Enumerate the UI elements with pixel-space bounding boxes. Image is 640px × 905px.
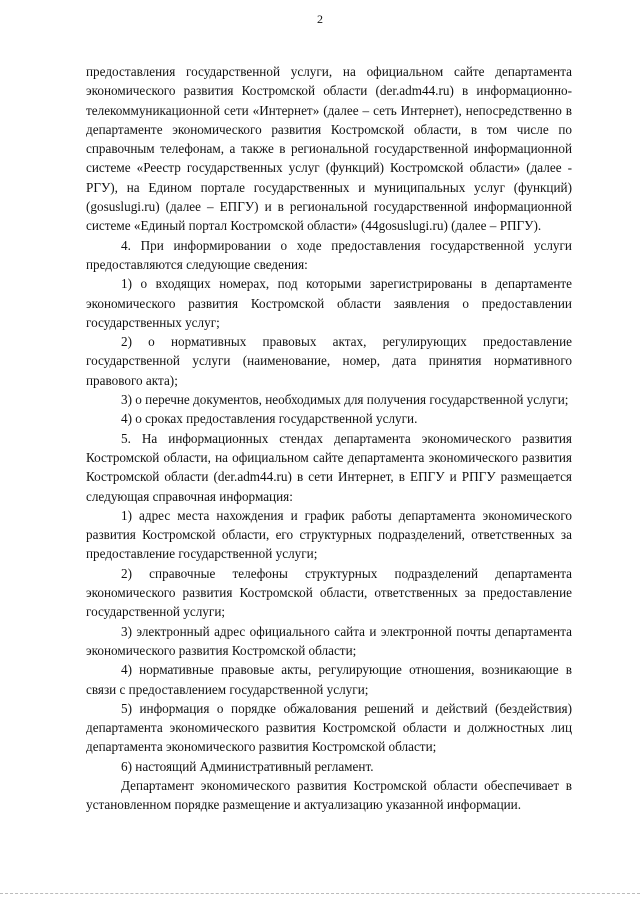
page-number: 2 <box>317 12 323 26</box>
paragraph: 2) о нормативных правовых актах, регулирующих предоставление государственной услуги (наименование, номер, дата принятия нормативного правового акта); <box>86 334 572 388</box>
scan-edge-line <box>0 893 640 894</box>
document-body <box>86 62 572 815</box>
paragraph: 1) адрес места нахождения и график работы департамента экономического развития Костромской области, его структурных подразделений, ответственных за предоставление государственной услуги; <box>86 507 572 562</box>
paragraph: 4) нормативные правовые акты, регулирующие отношения, возникающие в связи с предоставлением государственной услуги; <box>86 662 572 697</box>
paragraph: 6) настоящий Административный регламент. <box>121 758 374 774</box>
paragraph: Департамент экономического развития Костромской области обеспечивает в установленном порядке размещение и актуализацию указанной информации. <box>86 777 572 813</box>
paragraph: предоставления государственной услуги, на официальном сайте департамента экономического развития Костромской области (der.adm44.ru) в информационно-телекоммуникационной сети «Интернет» (далее – сеть Интернет), непосредственно в департаменте экономического развития Костромской области, в том числе по справочным телефонам, а также в региональной государственной информационной системе «Реестр государственных услуг (функций) Костромской области» (далее - РГУ), на Едином портале государственных и муниципальных услуг (функций) (gosuslugi.ru) (далее – ЕПГУ) и в региональной государственной информационной системе «Единый портал Костромской области» (44gosuslugi.ru) (далее – РПГУ). <box>86 64 572 234</box>
paragraph: 1) о входящих номерах, под которыми зарегистрированы в департаменте экономического развития Костромской области заявления о предоставлении государственных услуг; <box>86 276 572 330</box>
paragraph: 3) электронный адрес официального сайта и электронной почты департамента экономического развития Костромской области; <box>86 623 572 658</box>
paragraph: 2) справочные телефоны структурных подразделений департамента экономического развития Костромской области, ответственных за предоставление государственной услуги; <box>86 565 572 620</box>
paragraph: 4. При информировании о ходе предоставления государственной услуги предоставляются следующие сведения: <box>86 237 572 272</box>
paragraph: 4) о сроках предоставления государственной услуги. <box>121 411 418 427</box>
paragraph: 5. На информационных стендах департамента экономического развития Костромской области, на официальном сайте департамента экономического развития Костромской области (der.adm44.ru) в сети Интернет, в ЕПГУ и РПГУ размещается следующая справочная информация: <box>86 430 572 504</box>
paragraph: 5) информация о порядке обжалования решений и действий (бездействия) департамента экономического развития Костромской области и должностных лиц департамента экономического развития Костромской области; <box>86 700 572 755</box>
paragraph: 3) о перечне документов, необходимых для получения государственной услуги; <box>121 392 569 408</box>
